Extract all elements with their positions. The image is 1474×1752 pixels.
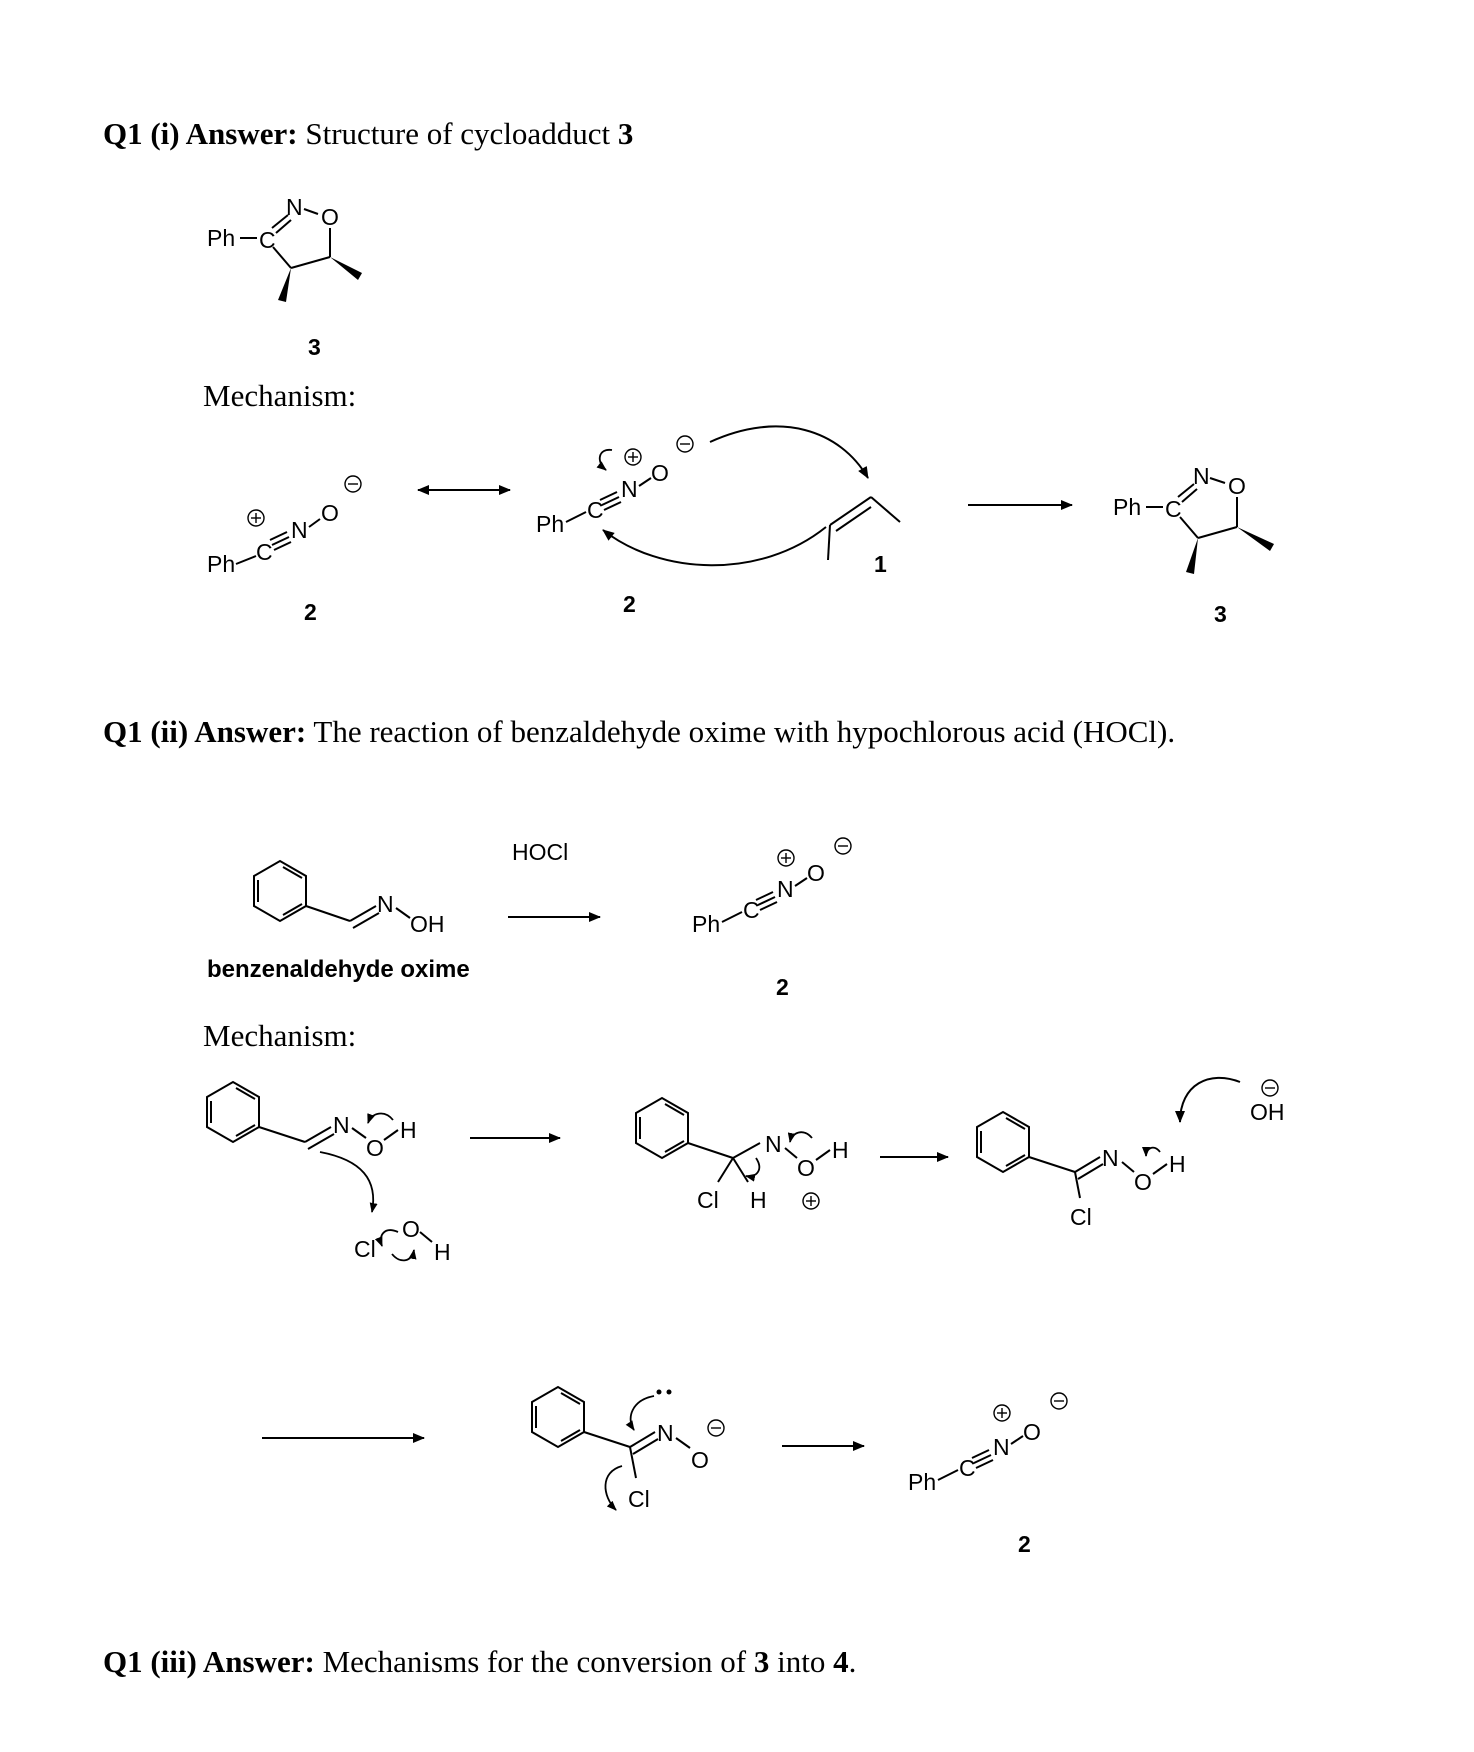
wedge-bond bbox=[278, 268, 291, 302]
compound-2-label: 2 bbox=[776, 974, 789, 1000]
c-atom-label: C bbox=[587, 497, 604, 523]
o-atom-label: O bbox=[1134, 1169, 1152, 1195]
q1ii-text: The reaction of benzaldehyde oxime with hypochlorous acid (HOCl). bbox=[306, 714, 1176, 749]
wedge-bond bbox=[1237, 527, 1274, 551]
q1iii-compound-a: 3 bbox=[753, 1644, 770, 1679]
structure-3-right bbox=[1113, 463, 1274, 627]
bond bbox=[291, 257, 330, 268]
ph-label: Ph bbox=[692, 911, 721, 937]
compound-3-label: 3 bbox=[1214, 601, 1227, 627]
mechanism-oxime-step1 bbox=[207, 1082, 451, 1265]
benzene-ring bbox=[207, 1082, 259, 1142]
curly-arrow bbox=[746, 1158, 759, 1176]
structure-3-top bbox=[207, 194, 362, 360]
n-atom-label: N bbox=[993, 1434, 1010, 1460]
n-atom-label: N bbox=[1193, 463, 1210, 489]
h-atom-label: H bbox=[1169, 1151, 1186, 1177]
bond bbox=[236, 556, 256, 564]
o-atom-label: O bbox=[807, 860, 825, 886]
compound-2-label: 2 bbox=[1018, 1531, 1031, 1557]
ph-label: Ph bbox=[536, 511, 565, 537]
oh-label: OH bbox=[410, 911, 445, 937]
c-atom-label: C bbox=[959, 1455, 976, 1481]
oh-label: OH bbox=[1250, 1099, 1285, 1125]
c-atom-label: C bbox=[256, 539, 273, 565]
n-atom-label: N bbox=[377, 891, 394, 917]
o-atom-label: O bbox=[651, 460, 669, 486]
mechanism-label-1: Mechanism: bbox=[203, 378, 357, 413]
cl-atom-label: Cl bbox=[628, 1486, 650, 1512]
wedge-bond bbox=[330, 257, 362, 280]
n-atom-label: N bbox=[333, 1112, 350, 1138]
benzene-ring bbox=[636, 1098, 688, 1158]
n-atom-label: N bbox=[777, 876, 794, 902]
bond bbox=[273, 247, 291, 268]
o-atom-label: O bbox=[1228, 473, 1246, 499]
compound-2-label: 2 bbox=[304, 599, 317, 625]
curly-arrow bbox=[320, 1152, 373, 1212]
mechanism-chloro-oxime bbox=[977, 1078, 1285, 1230]
wedge-bond bbox=[1186, 538, 1198, 574]
curly-arrow bbox=[631, 1396, 654, 1430]
n-atom-label: N bbox=[291, 517, 308, 543]
cl-atom-label: Cl bbox=[354, 1236, 376, 1262]
n-atom-label: N bbox=[1102, 1145, 1119, 1171]
o-atom-label: O bbox=[797, 1155, 815, 1181]
mechanism-label-2: Mechanism: bbox=[203, 1018, 357, 1053]
curved-arrow-hydroxide bbox=[1180, 1078, 1240, 1122]
q1iii-compound-b: 4 bbox=[833, 1644, 849, 1679]
compound-2-label: 2 bbox=[623, 591, 636, 617]
bond bbox=[304, 209, 318, 214]
hocl-reagent: HOCl bbox=[512, 839, 569, 865]
mechanism-intermediate-2 bbox=[636, 1098, 849, 1213]
curved-arrow-to-alkene bbox=[710, 426, 868, 478]
mechanism-chloro-oximate bbox=[532, 1387, 724, 1512]
o-atom-label: O bbox=[1023, 1419, 1041, 1445]
benzene-ring bbox=[254, 861, 306, 921]
alkene-1 bbox=[828, 497, 900, 577]
compound-1-label: 1 bbox=[874, 551, 887, 577]
nitrile-oxide-2-product bbox=[692, 838, 851, 1000]
q1i-prefix: Q1 (i) Answer: bbox=[103, 116, 298, 151]
q1iii-text-1: Mechanisms for the conversion of bbox=[314, 1644, 754, 1679]
h-atom-label: H bbox=[832, 1137, 849, 1163]
c-atom-label: C bbox=[1165, 496, 1182, 522]
benzene-ring bbox=[532, 1387, 584, 1447]
oxime-name: benzenaldehyde oxime bbox=[207, 956, 470, 983]
h-atom-label: H bbox=[400, 1117, 417, 1143]
q1ii-prefix: Q1 (ii) Answer: bbox=[103, 714, 307, 749]
n-atom-label: N bbox=[621, 476, 638, 502]
o-atom-label: O bbox=[366, 1135, 384, 1161]
n-atom-label: N bbox=[286, 194, 303, 220]
n-atom-label: N bbox=[765, 1131, 782, 1157]
curly-arrow bbox=[600, 450, 612, 470]
curly-arrow bbox=[368, 1114, 393, 1123]
q1i-compound: 3 bbox=[617, 116, 634, 151]
curly-arrow bbox=[790, 1132, 812, 1142]
ph-label: Ph bbox=[207, 225, 236, 251]
ph-label: Ph bbox=[908, 1469, 937, 1495]
h-atom-label: H bbox=[434, 1239, 451, 1265]
n-atom-label: N bbox=[657, 1420, 674, 1446]
bond bbox=[272, 215, 288, 228]
nitrile-oxide-2-left bbox=[207, 476, 361, 625]
curly-arrow bbox=[605, 1466, 622, 1510]
o-atom-label: O bbox=[402, 1216, 420, 1242]
o-atom-label: O bbox=[691, 1447, 709, 1473]
curly-arrow bbox=[1146, 1148, 1160, 1156]
o-atom-label: O bbox=[321, 204, 339, 230]
ph-label: Ph bbox=[1113, 494, 1142, 520]
o-atom-label: O bbox=[321, 500, 339, 526]
cl-atom-label: Cl bbox=[697, 1187, 719, 1213]
benzene-ring bbox=[977, 1112, 1029, 1172]
lone-pair bbox=[657, 1390, 662, 1395]
curved-arrow-to-carbon bbox=[603, 527, 826, 565]
c-atom-label: C bbox=[743, 897, 760, 923]
compound-3-label: 3 bbox=[308, 334, 321, 360]
nitrile-oxide-2-final bbox=[908, 1393, 1067, 1557]
q1iii-prefix: Q1 (iii) Answer: bbox=[103, 1644, 315, 1679]
q1i-text: Structure of cycloadduct bbox=[297, 116, 618, 151]
q1iii-text-3: . bbox=[848, 1644, 857, 1679]
nitrile-oxide-2-middle bbox=[536, 436, 693, 617]
benzaldehyde-oxime bbox=[207, 861, 470, 983]
h-atom-label: H bbox=[750, 1187, 767, 1213]
q1iii-text-2: into bbox=[769, 1644, 834, 1679]
c-atom-label: C bbox=[259, 227, 276, 253]
ph-label: Ph bbox=[207, 551, 236, 577]
curly-arrow bbox=[392, 1250, 414, 1260]
cl-atom-label: Cl bbox=[1070, 1204, 1092, 1230]
